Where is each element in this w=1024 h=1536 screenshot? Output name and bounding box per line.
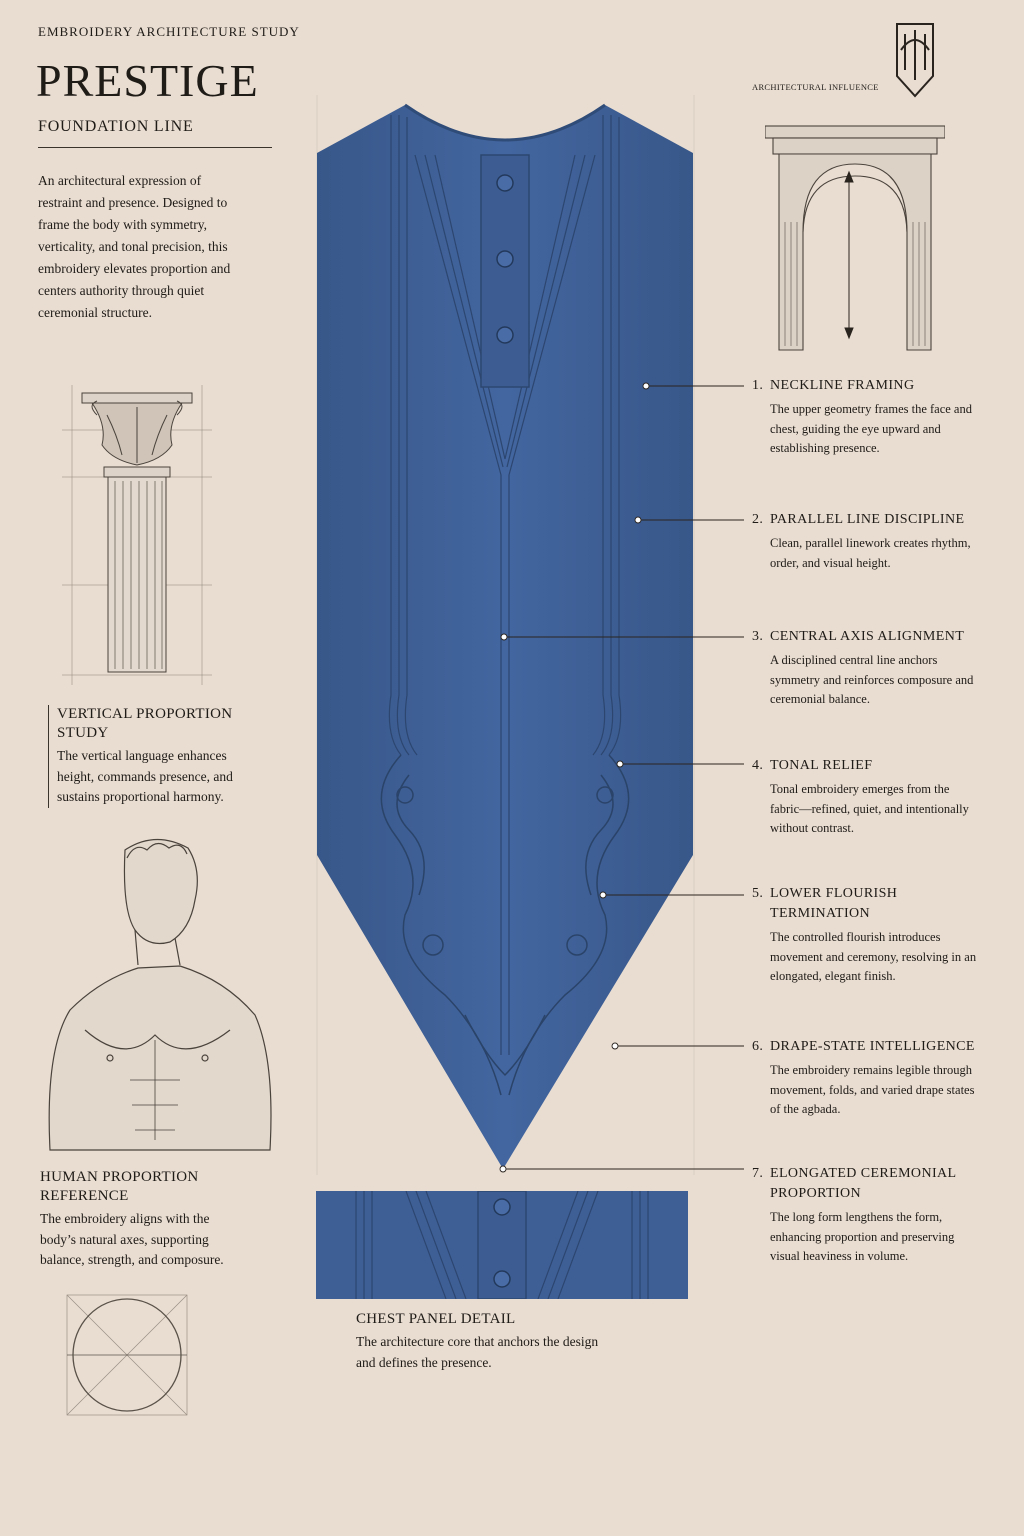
annotation-title: LOWER FLOURISH TERMINATION <box>770 886 898 921</box>
annotation-5 <box>752 884 978 987</box>
kicker-label: EMBROIDERY ARCHITECTURE STUDY <box>38 24 300 39</box>
annotation-number: 1. <box>752 378 764 393</box>
annotation-number: 7. <box>752 1166 764 1181</box>
annotation-text: The long form lengthens the form, enhancing proportion and preserving visual heaviness in volume. <box>770 1210 955 1263</box>
annotation-title: CENTRAL AXIS ALIGNMENT <box>770 629 965 644</box>
annotation-text: The embroidery remains legible through movement, folds, and varied drape states of the agbada. <box>770 1063 975 1116</box>
annotation-number: 5. <box>752 886 764 901</box>
intro-paragraph: An architectural expression of restraint and presence. Designed to frame the body with symmetry, verticality, and tonal precision, this embroidery elevates proportion and centers authority through quiet ceremonial structure. <box>38 173 231 320</box>
annotation-title: NECKLINE FRAMING <box>770 378 915 393</box>
annotation-4 <box>752 756 978 839</box>
page-subtitle: FOUNDATION LINE <box>38 118 194 135</box>
chest-panel-title: CHEST PANEL DETAIL <box>356 1311 516 1327</box>
annotation-text: Clean, parallel linework creates rhythm, order, and visual height. <box>770 536 971 570</box>
annotation-number: 6. <box>752 1039 764 1054</box>
human-study-text: The embroidery aligns with the body’s natural axes, supporting balance, strength, and composure. <box>40 1211 224 1267</box>
annotation-title: PARALLEL LINE DISCIPLINE <box>770 512 965 527</box>
architectural-influence-label: ARCHITECTURAL INFLUENCE <box>752 82 879 92</box>
annotation-number: 3. <box>752 629 764 644</box>
annotation-text: The controlled flourish introduces movement and ceremony, resolving in an elongated, elegant finish. <box>770 930 977 983</box>
annotation-7 <box>752 1164 978 1267</box>
chest-panel-text: The architecture core that anchors the design and defines the presence. <box>356 1334 599 1370</box>
annotation-number: 2. <box>752 512 764 527</box>
annotation-text: A disciplined central line anchors symmetry and reinforces composure and ceremonial balance. <box>770 653 974 706</box>
annotation-title: TONAL RELIEF <box>770 758 873 773</box>
annotation-text: Tonal embroidery emerges from the fabric—refined, quiet, and intentionally without contrast. <box>770 782 969 835</box>
annotation-1 <box>752 376 978 459</box>
human-study-title: HUMAN PROPORTION REFERENCE <box>40 1169 199 1204</box>
annotation-3 <box>752 627 978 710</box>
annotation-number: 4. <box>752 758 764 773</box>
annotation-6 <box>752 1037 978 1120</box>
annotation-title: ELONGATED CEREMONIAL PROPORTION <box>770 1166 956 1201</box>
annotation-2 <box>752 510 978 573</box>
page-title: PRESTIGE <box>36 55 259 106</box>
annotation-text: The upper geometry frames the face and chest, guiding the eye upward and establishing presence. <box>770 402 972 455</box>
vertical-study-text: The vertical language enhances height, commands presence, and sustains proportional harmony. <box>57 748 233 804</box>
vertical-study-title: VERTICAL PROPORTION STUDY <box>57 706 233 741</box>
annotation-title: DRAPE-STATE INTELLIGENCE <box>770 1039 975 1054</box>
